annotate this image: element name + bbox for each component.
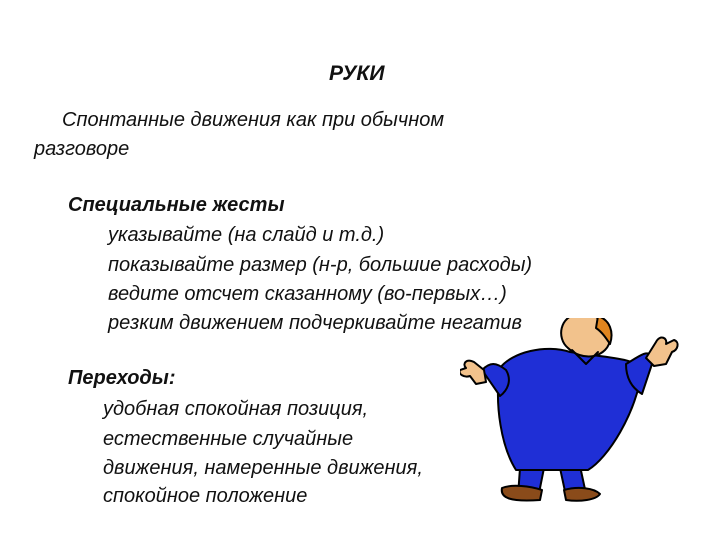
figure-hand-left <box>460 361 486 384</box>
gesture-item: указывайте (на слайд и т.д.) <box>108 224 385 246</box>
gesture-item: резким движением подчеркивайте негатив <box>108 312 522 334</box>
transitions-line: естественные случайные <box>103 428 354 450</box>
intro-line-1: Спонтанные движения как при обычном <box>62 109 445 131</box>
gesture-item: ведите отсчет сказанному (во-первых…) <box>108 283 507 305</box>
transitions-line: движения, намеренные движения, <box>103 457 423 479</box>
transitions-line: удобная спокойная позиция, <box>103 398 369 420</box>
figure-hand-right <box>646 338 678 366</box>
intro-line-2: разговоре <box>34 138 130 160</box>
gesturing-man-clipart-icon <box>460 318 720 510</box>
figure-shoe-left <box>502 486 542 501</box>
transitions-heading: Переходы: <box>68 367 176 389</box>
transitions-line: спокойное положение <box>103 485 308 507</box>
gestures-heading: Специальные жесты <box>68 194 285 216</box>
figure-shoe-right <box>564 488 600 501</box>
gesture-item: показывайте размер (н-р, большие расходы) <box>108 254 533 276</box>
figure-torso <box>498 349 642 470</box>
slide-title: РУКИ <box>329 62 385 85</box>
